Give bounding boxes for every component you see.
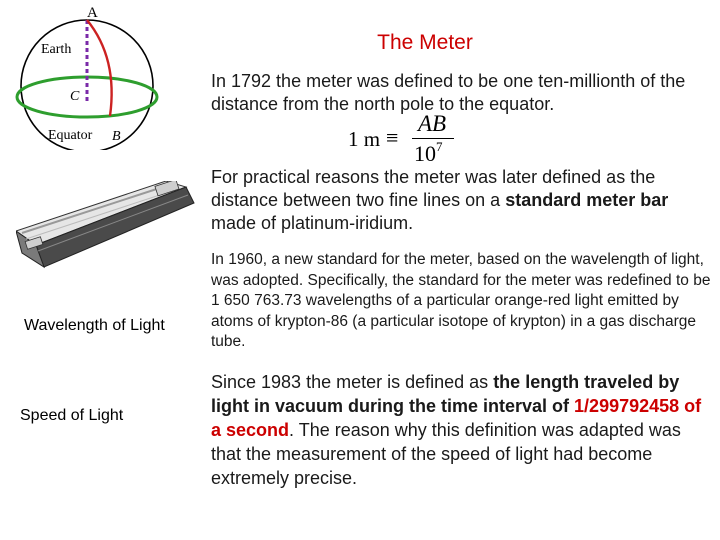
label-point-a: A [87,5,98,21]
formula-denominator-base: 10 [414,141,436,166]
label-earth: Earth [41,42,72,57]
formula-lhs: 1 m [348,127,381,151]
paragraph-meter-bar [211,166,711,235]
formula-denominator-exp: 7 [436,139,443,154]
page-title: The Meter [377,31,473,54]
p4-pre: Since 1983 the meter is defined as [211,372,494,392]
p2-pre: For practical reasons the meter was later defined as the distance between two fine lines on a [211,167,656,210]
wavelength-of-light-label: Wavelength of Light [24,317,165,334]
formula-denominator [414,141,443,167]
formula-numerator: AB [418,111,447,136]
meter-formula [348,111,458,167]
meter-bar-image [16,181,206,271]
paragraph-1792-definition: In 1792 the meter was defined to be one ten-millionth of the distance from the north pole to the equator. [211,71,686,114]
formula-relation: ≡ [386,125,399,150]
label-equator: Equator [48,128,93,143]
label-point-c: C [70,89,80,104]
paragraph-1960-krypton: In 1960, a new standard for the meter, based on the wavelength of light, was adopted. Specifically, the standard for the meter was redefined to be 1 650 763.73 wavelengths of a particular orange-red light emitted by atoms of krypton-86 (a particular isotope of krypton) in a gas discharge tube. [211,251,711,350]
paragraph-1983-light [211,370,711,490]
p4-post: . The reason why this definition was adapted was that the measurement of the speed of light had become extremely precise. [211,420,681,488]
p2-bold: standard meter bar [505,190,669,210]
formula-fraction-bar [412,138,454,139]
p4-red: 1/299792458 of a second [211,396,702,440]
label-point-b: B [112,129,121,144]
meridian-arc [87,20,112,116]
p4-bold: the length traveled by light in vacuum during the time interval of [211,372,680,416]
p2-post: made of platinum-iridium. [211,213,414,233]
speed-of-light-label: Speed of Light [20,407,124,424]
